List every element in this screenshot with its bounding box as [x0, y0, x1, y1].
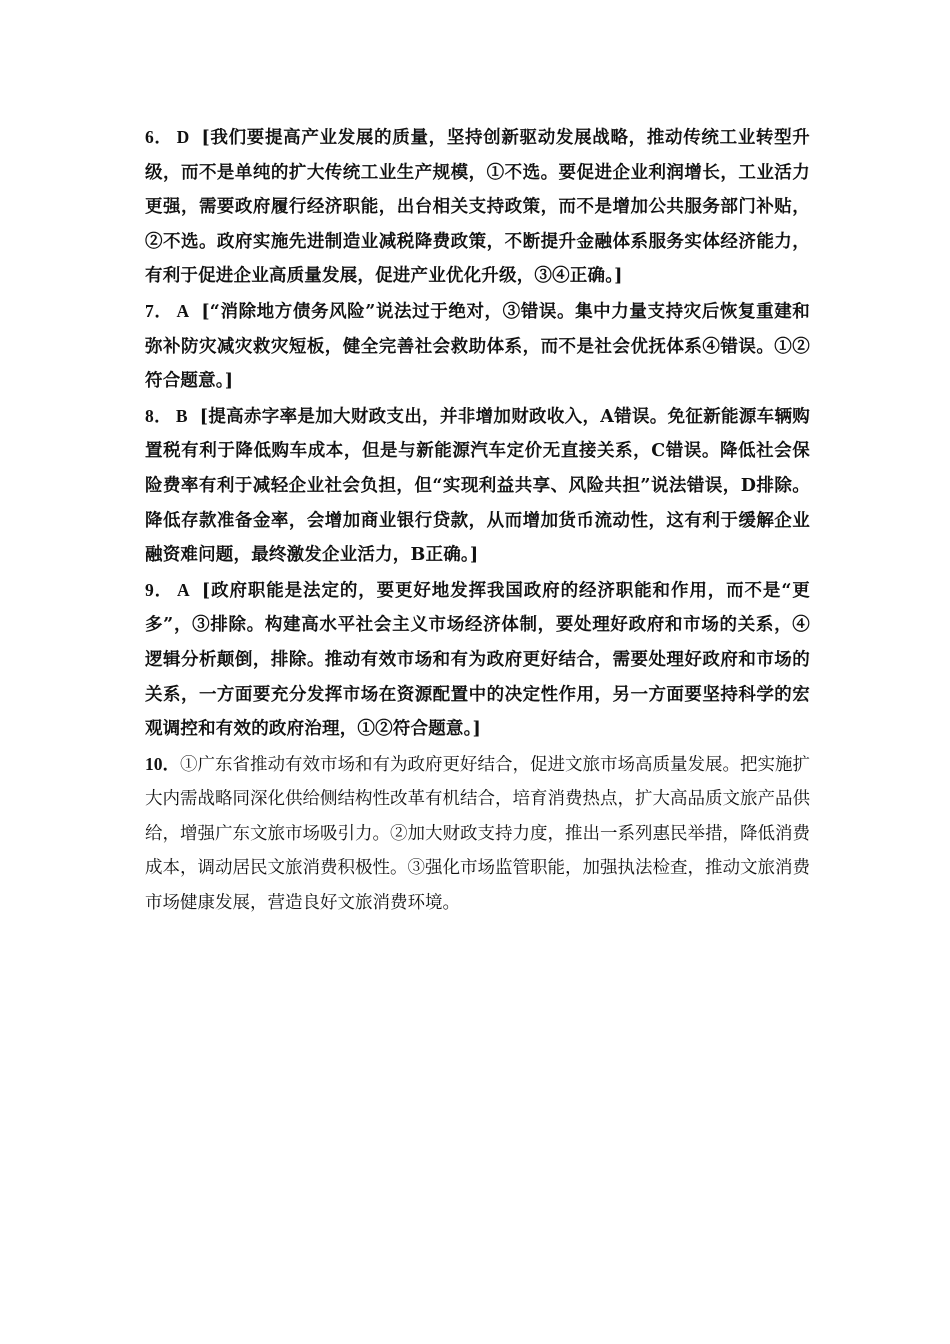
answer-choice: D: [176, 127, 190, 147]
question-number: 10．: [145, 753, 180, 774]
question-number: 7．: [145, 300, 173, 321]
answer-choice: A: [176, 300, 190, 321]
answer-item-6: [145, 120, 810, 294]
answer-explanation: [政府职能是法定的，要更好地发挥我国政府的经济职能和作用，而不是“更多”，③排除。构建高水平社会主义市场经济体制，要处理好政府和市场的关系，④逻辑分析颠倒，排除。推动有效市场和有为政府更好结合，需要处理好政府和市场的关系，一方面要充分发挥市场在资源配置中的决定性作用，另一方面要坚持科学的宏观调控和有效的政府治理，①②符合题意。]: [145, 580, 810, 740]
essay-answer-text: ①广东省推动有效市场和有为政府更好结合，促进文旅市场高质量发展。把实施扩大内需战略同深化供给侧结构性改革有机结合，培育消费热点，扩大高品质文旅产品供给，增强广东文旅市场吸引力。②加大财政支持力度，推出一系列惠民举措，降低消费成本，调动居民文旅消费积极性。③强化市场监管职能，加强执法检查，推动文旅消费市场健康发展，营造良好文旅消费环境。: [145, 754, 810, 914]
answer-item-9: [145, 573, 810, 747]
answer-explanation: [提高赤字率是加大财政支出，并非增加财政收入，A错误。免征新能源车辆购置税有利于降低购车成本，但是与新能源汽车定价无直接关系，C错误。降低社会保险费率有利于减轻企业社会负担，但“实现利益共享、风险共担”说法错误，D排除。降低存款准备金率，会增加商业银行贷款，从而增加货币流动性，这有利于缓解企业融资难问题，最终激发企业活力，B正确。]: [145, 406, 811, 566]
answer-item-7: [145, 294, 810, 399]
answer-explanation: [我们要提高产业发展的质量，坚持创新驱动发展战略，推动传统工业转型升级，而不是单纯的扩大传统工业生产规模，①不选。要促进企业利润增长，工业活力更强，需要政府履行经济职能，出台相关支持政策，而不是增加公共服务部门补贴，②不选。政府实施先进制造业减税降费政策，不断提升金融体系服务实体经济能力，有利于促进企业高质量发展，促进产业优化升级，③④正确。]: [145, 128, 811, 287]
question-number: 8．: [145, 405, 172, 426]
question-number: 6．: [145, 127, 173, 147]
answer-key-content: [145, 120, 810, 921]
answer-item-8: [145, 399, 810, 573]
answer-choice: A: [177, 579, 190, 600]
answer-item-10: [145, 747, 810, 921]
question-number: 9．: [145, 579, 174, 600]
answer-explanation: [“消除地方债务风险”说法过于绝对，③错误。集中力量支持灾后恢复重建和弥补防灾减灾救灾短板，健全完善社会救助体系，而不是社会优抚体系④错误。①②符合题意。]: [145, 301, 810, 392]
answer-choice: B: [175, 405, 188, 426]
